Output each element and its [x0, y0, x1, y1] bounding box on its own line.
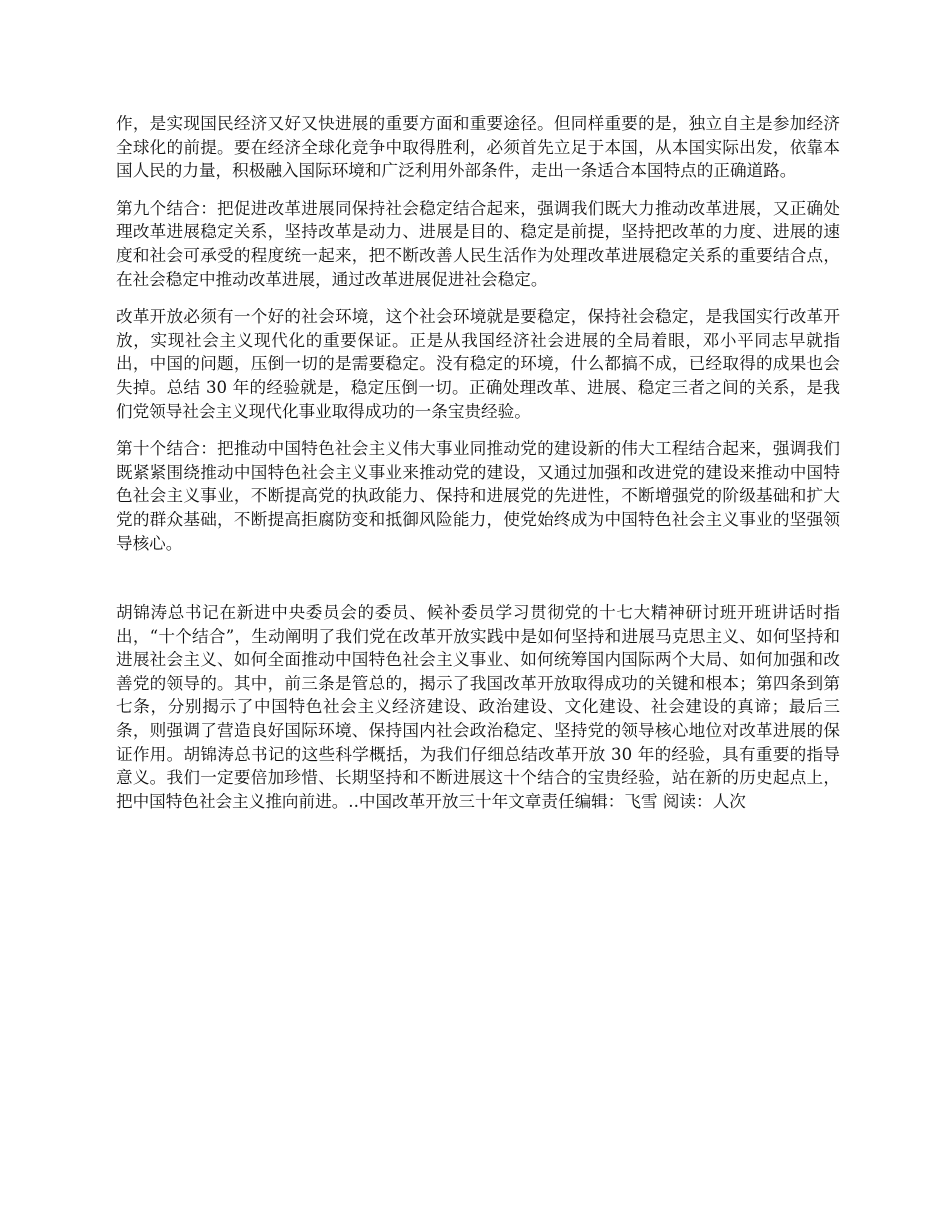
paragraph-stability: 改革开放必须有一个好的社会环境，这个社会环境就是要稳定，保持社会稳定，是我国实行改革开放，实现社会主义现代化的重要保证。正是从我国经济社会进展的全局着眼，邓小平同志早就指出，中国的问题，压倒一切的是需要稳定。没有稳定的环境，什么都搞不成，已经取得的成果也会失掉。总结 30 年的经验就是，稳定压倒一切。正确处理改革、进展、稳定三者之间的关系，是我们党领导社会主义现代化事业取得成功的一条宝贵经验。: [116, 307, 840, 421]
document-body: [116, 112, 840, 827]
paragraph-globalization: 作，是实现国民经济又好又快进展的重要方面和重要途径。但同样重要的是，独立自主是参加经济全球化的前提。要在经济全球化竞争中取得胜利，必须首先立足于本国，从本国实际出发，依靠本国人民的力量，积极融入国际环境和广泛利用外部条件，走出一条适合本国特点的正确道路。: [116, 114, 840, 181]
paragraph-tenth-combination: 第十个结合：把推动中国特色社会主义伟大事业同推动党的建设新的伟大工程结合起来，强调我们既紧紧围绕推动中国特色社会主义事业来推动党的建设，又通过加强和改进党的建设来推动中国特色社会主义事业，不断提高党的执政能力、保持和进展党的先进性，不断增强党的阶级基础和扩大党的群众基础，不断提高拒腐防变和抵御风险能力，使党始终成为中国特色社会主义事业的坚强领导核心。: [116, 439, 840, 553]
paragraph-summary: 胡锦涛总书记在新进中央委员会的委员、候补委员学习贯彻党的十七大精神研讨班开班讲话时指出，“十个结合”，生动阐明了我们党在改革开放实践中是如何坚持和进展马克思主义、如何坚持和进展社会主义、如何全面推动中国特色社会主义事业、如何统筹国内国际两个大局、如何加强和改善党的领导的。其中，前三条是管总的，揭示了我国改革开放取得成功的关键和根本；第四条到第七条，分别揭示了中国特色社会主义经济建设、政治建设、文化建设、社会建设的真谛；最后三条，则强调了营造良好国际环境、保持国内社会政治稳定、坚持党的领导核心地位对改革进展的保证作用。胡锦涛总书记的这些科学概括，为我们仔细总结改革开放 30 年的经验，具有重要的指导意义。我们一定要倍加珍惜、长期坚持和不断进展这十个结合的宝贵经验，站在新的历史起点上，把中国特色社会主义推向前进。..中国改革开放三十年文章责任编辑：飞雪 阅读：人次: [116, 603, 840, 811]
paragraph-ninth-combination: 第九个结合：把促进改革进展同保持社会稳定结合起来，强调我们既大力推动改革进展，又正确处理改革进展稳定关系，坚持改革是动力、进展是目的、稳定是前提，坚持把改革的力度、进展的速度和社会可承受的程度统一起来，把不断改善人民生活作为处理改革进展稳定关系的重要结合点，在社会稳定中推动改革进展，通过改革进展促进社会稳定。: [116, 198, 840, 289]
